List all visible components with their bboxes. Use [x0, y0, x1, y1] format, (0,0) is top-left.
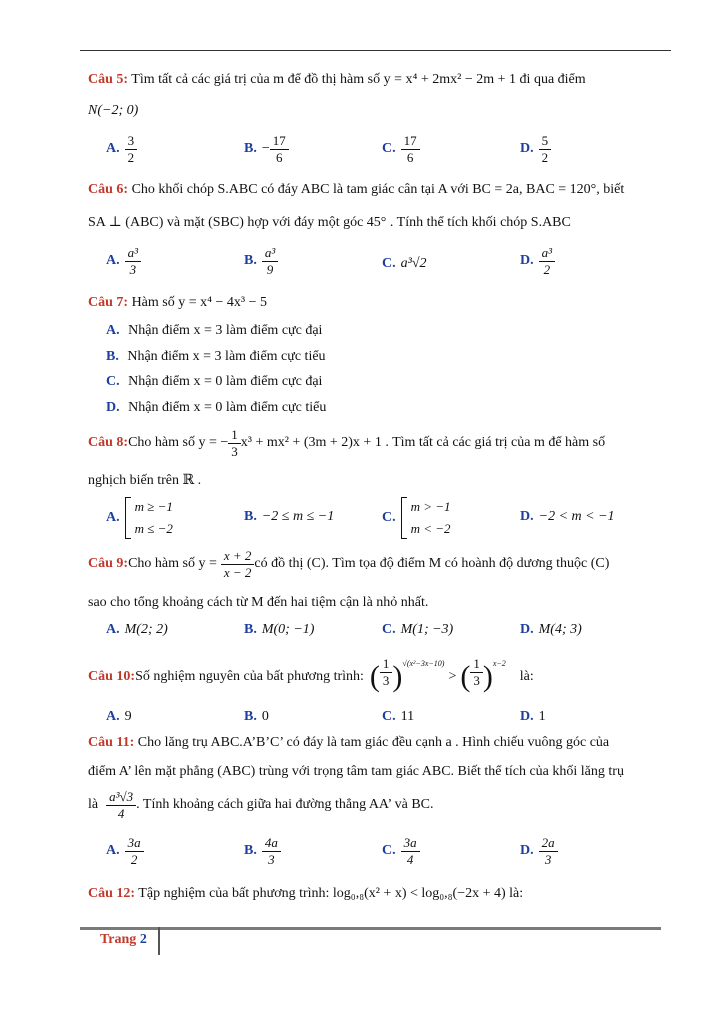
footer-rule — [80, 927, 661, 930]
page-footer — [100, 932, 147, 948]
answer-b[interactable]: B. − $\frac{17}{6}$ — [244, 134, 289, 164]
answer-a[interactable]: A. M(2; 2) — [106, 622, 168, 637]
answer-d[interactable]: D. $\frac{5}{2}$ — [520, 134, 551, 164]
answer-a[interactable]: A. m ≥ −1 m ≤ −2 — [106, 497, 173, 539]
answer-d[interactable]: D. −2 < m < −1 — [520, 509, 615, 524]
footer-divider — [158, 927, 160, 955]
header-rule — [80, 50, 671, 51]
question-5-cont: N(−2; 0) — [88, 103, 139, 118]
question-8: Câu 8: Cho hàm số y = − $\frac{1}{3}$ x³ + mx² + (3m + 2)x + 1 . Tìm tất cả các giá trị của m để hàm số — [88, 427, 606, 459]
question-9-cont: sao cho tổng khoảng cách từ M đến hai tiệm cận là nhỏ nhất. — [88, 595, 429, 610]
answer-d[interactable]: D. 1 — [520, 709, 546, 724]
question-text: Tìm tất cả các giá trị của m để đồ thị hàm số y = x⁴ + 2mx² − 2m + 1 đi qua điểm — [128, 72, 586, 87]
page-number: 2 — [139, 932, 147, 947]
answer-c[interactable]: C. a³√2 — [382, 256, 427, 271]
answer-a[interactable]: A. $\frac{3a}{2}$ — [106, 836, 144, 866]
answer-b[interactable]: B. −2 ≤ m ≤ −1 — [244, 509, 335, 524]
answer-b[interactable]: B. $\frac{\text{a³}}{9}$ — [244, 246, 278, 276]
answer-d[interactable]: D. $\frac{\text{a³}}{2}$ — [520, 246, 555, 276]
answer-c[interactable]: C. m > −1 m < −2 — [382, 497, 451, 539]
question-11-cont: điểm A’ lên mặt phẳng (ABC) trùng với trọng tâm tam giác ABC. Biết thể tích của khối lăng trụ — [88, 764, 624, 779]
question-11-cont2: là $\frac{\text{a³√3}}{4}$ . Tính khoảng cách giữa hai đường thẳng AA’ và BC. — [88, 789, 434, 821]
option-b[interactable]: B. Nhận điểm x = 3 làm điểm cực tiểu — [106, 349, 326, 364]
answer-a[interactable]: A. $\frac{\text{a³}}{3}$ — [106, 246, 141, 276]
option-a[interactable]: A. Nhận điểm x = 3 làm điểm cực đại — [106, 323, 323, 338]
answer-a[interactable]: A. 9 — [106, 709, 132, 724]
answer-b[interactable]: B. 0 — [244, 709, 269, 724]
option-c[interactable]: C. Nhận điểm x = 0 làm điểm cực đại — [106, 374, 323, 389]
answer-c[interactable]: C. $\frac{17}{6}$ — [382, 134, 420, 164]
answer-d[interactable]: D. M(4; 3) — [520, 622, 582, 637]
footer-label: Trang — [100, 932, 137, 947]
answer-c[interactable]: C. $\frac{3a}{4}$ — [382, 836, 420, 866]
answer-a[interactable]: A. $\frac{3}{2}$ — [106, 134, 137, 164]
option-d[interactable]: D. Nhận điểm x = 0 làm điểm cực tiểu — [106, 400, 327, 415]
question-number: Câu 5: — [88, 72, 129, 87]
question-12: Câu 12: Tập nghiệm của bất phương trình: log₀,₈(x² + x) < log₀,₈(−2x + 4) là: — [88, 886, 524, 901]
question-5 — [88, 72, 586, 88]
answer-c[interactable]: C. M(1; −3) — [382, 622, 454, 637]
answer-c[interactable]: C. 11 — [382, 709, 415, 724]
question-11: Câu 11: Cho lăng trụ ABC.A’B’C’ có đáy là tam giác đều cạnh a . Hình chiếu vuông góc của — [88, 735, 610, 750]
question-10: Câu 10: Số nghiệm nguyên của bất phương trình: ( $\frac{1}{3}$ ) √(x²−3x−10) > ( $\frac{1}{3}$ ) x−2 là: — [88, 656, 534, 693]
question-6: Câu 6: Cho khối chóp S.ABC có đáy ABC là tam giác cân tại A với BC = 2a, BAC = 120°, biết — [88, 182, 625, 197]
question-8-cont: nghịch biến trên ℝ . — [88, 473, 202, 488]
answer-b[interactable]: B. $\frac{4a}{3}$ — [244, 836, 281, 866]
question-9: Câu 9: Cho hàm số y = $\frac{x + 2}{x - 2}$ có đồ thị (C). Tìm tọa độ điểm M có hoành độ dương thuộc (C) — [88, 548, 610, 580]
question-6-cont: SA ⊥ (ABC) và mặt (SBC) hợp với đáy một góc 45° . Tính thể tích khối chóp S.ABC — [88, 215, 571, 230]
answer-b[interactable]: B. M(0; −1) — [244, 622, 315, 637]
question-7: Câu 7: Hàm số y = x⁴ − 4x³ − 5 — [88, 295, 267, 310]
answer-d[interactable]: D. $\frac{2a}{3}$ — [520, 836, 558, 866]
